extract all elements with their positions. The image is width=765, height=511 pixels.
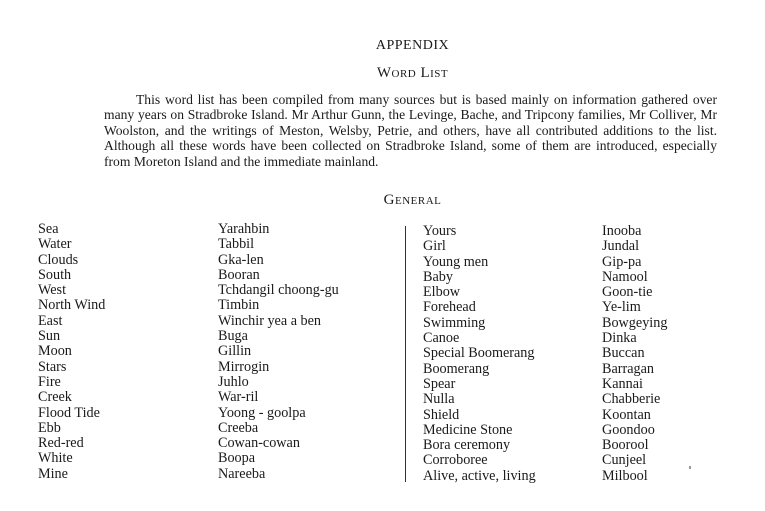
english-word: Girl: [423, 238, 446, 255]
native-word: Gka-len: [218, 251, 264, 268]
word-list-title: Word List: [376, 65, 449, 81]
native-word: Cunjeel: [602, 452, 647, 469]
native-word: Boopa: [218, 450, 256, 467]
native-word: Namool: [602, 268, 648, 285]
native-word: Dinka: [602, 330, 637, 347]
english-word: Sun: [38, 328, 61, 345]
english-word: Red-red: [38, 435, 84, 452]
english-word: North Wind: [38, 297, 106, 314]
column-divider: [405, 226, 406, 482]
native-word: Ye-lim: [602, 299, 641, 316]
english-word: Yours: [423, 223, 457, 239]
left-native-column: [218, 222, 339, 482]
native-word: Barragan: [602, 360, 654, 377]
native-word: Jundal: [602, 238, 640, 255]
english-word: Shield: [423, 406, 460, 423]
native-word: Goondoo: [602, 421, 655, 438]
intro-paragraph: This word list has been compiled from many sources but is based mainly on information gathered over many years on Stradbroke Island. Mr Arthur Gunn, the Levinge, Bache, and Tripcony families, Mr Colliver, Mr Woolston, and the writings of Meston, Welsby, Petrie, and others, have all contributed additions to the list. Although all these words have been collected on Stradbroke Island, some of them are introduced, especially from Moreton Island and the immediate mainland.: [104, 92, 717, 169]
native-word: Milbool: [602, 467, 648, 484]
native-word: Kannai: [602, 375, 643, 392]
native-word: Yarahbin: [218, 221, 270, 237]
native-word: Tchdangil choong-gu: [218, 282, 339, 299]
native-word: Cowan-cowan: [218, 435, 300, 452]
left-english-column: [38, 222, 105, 482]
english-word: South: [38, 266, 72, 283]
native-word: Boorool: [602, 437, 649, 454]
native-word: Mirrogin: [218, 358, 270, 375]
native-word: Tabbil: [218, 236, 255, 253]
native-word: Yoong - goolpa: [218, 404, 306, 421]
english-word: Canoe: [423, 330, 460, 347]
native-word: Booran: [218, 266, 260, 283]
english-word: Baby: [423, 268, 453, 285]
english-word: Moon: [38, 343, 72, 360]
native-word: Juhlo: [218, 373, 249, 390]
native-word: Gillin: [218, 343, 252, 360]
english-word: Swimming: [423, 314, 486, 331]
english-word: East: [38, 312, 63, 329]
native-word: Goon-tie: [602, 284, 653, 301]
native-word: Creeba: [218, 419, 259, 436]
english-word: Corroboree: [423, 452, 488, 469]
english-word: West: [38, 282, 67, 299]
english-word: White: [38, 450, 73, 467]
english-word: Creek: [38, 389, 72, 406]
english-word: Forehead: [423, 299, 476, 316]
right-english-column: [423, 224, 536, 484]
english-word: Special Boomerang: [423, 345, 535, 362]
english-word: Spear: [423, 375, 456, 392]
right-native-column: [602, 224, 667, 484]
english-word: Boomerang: [423, 360, 490, 377]
native-word: War-ril: [218, 389, 259, 406]
native-word: Gip-pa: [602, 253, 642, 270]
native-word: Koontan: [602, 406, 651, 423]
native-word: Nareeba: [218, 465, 266, 482]
english-word: Water: [38, 236, 72, 253]
english-word: Sea: [38, 221, 59, 237]
english-word: Bora ceremony: [423, 437, 511, 454]
english-word: Nulla: [423, 391, 455, 408]
english-word: Ebb: [38, 419, 61, 436]
native-word: Inooba: [602, 223, 642, 239]
english-word: Clouds: [38, 251, 79, 268]
native-word: Winchir yea a ben: [218, 312, 322, 329]
native-word: Buccan: [602, 345, 645, 362]
general-section-title: General: [383, 192, 442, 208]
english-word: Medicine Stone: [423, 421, 513, 438]
english-word: Fire: [38, 373, 61, 390]
english-word: Stars: [38, 358, 67, 375]
page-speck: [689, 466, 691, 469]
english-word: Elbow: [423, 284, 461, 301]
english-word: Mine: [38, 465, 68, 482]
native-word: Chabberie: [602, 391, 661, 408]
english-word: Young men: [423, 253, 489, 270]
appendix-title: APPENDIX: [375, 38, 450, 53]
english-word: Alive, active, living: [423, 467, 536, 484]
native-word: Bowgeying: [602, 314, 668, 331]
native-word: Buga: [218, 328, 248, 345]
native-word: Timbin: [218, 297, 260, 314]
english-word: Flood Tide: [38, 404, 100, 421]
